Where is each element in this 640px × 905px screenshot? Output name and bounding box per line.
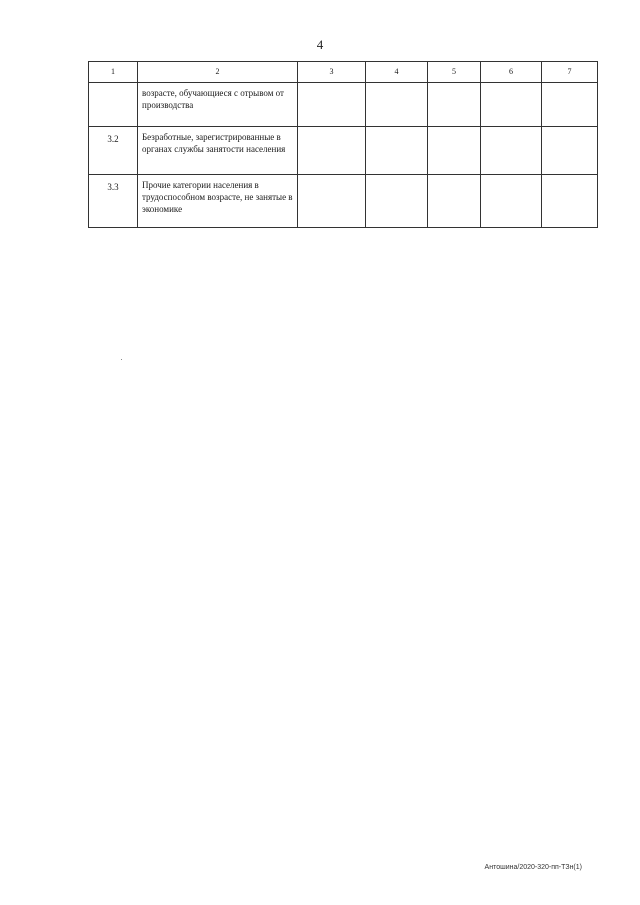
table-cell (366, 127, 428, 175)
column-header: 1 (89, 62, 138, 83)
table-cell (481, 127, 542, 175)
row-name: Безработные, зарегистрированные в органах службы занятости населения (138, 127, 298, 175)
table-header-row (89, 62, 598, 83)
column-header: 7 (542, 62, 598, 83)
page-number: 4 (316, 37, 324, 52)
table-row (89, 175, 598, 228)
table-row (89, 127, 598, 175)
row-name: Прочие категории населения в трудоспособном возрасте, не занятые в экономике (138, 175, 298, 228)
column-header: 6 (481, 62, 542, 83)
row-name: возрасте, обучающиеся с отрывом от производства (138, 83, 298, 127)
table-cell (428, 175, 481, 228)
table-cell (298, 83, 366, 127)
table-cell (366, 175, 428, 228)
scan-speck (121, 359, 122, 360)
table-cell (366, 83, 428, 127)
row-number: 3.3 (89, 175, 138, 228)
table-cell (298, 175, 366, 228)
document-footer-code: Антошина/2020-320-пп-ТЗн(1) (484, 864, 582, 871)
table-cell (428, 127, 481, 175)
column-header: 5 (428, 62, 481, 83)
data-table (88, 61, 598, 228)
table-row (89, 83, 598, 127)
row-number (89, 83, 138, 127)
table-cell (542, 127, 598, 175)
table-cell (481, 83, 542, 127)
table-cell (481, 175, 542, 228)
column-header: 2 (138, 62, 298, 83)
column-header: 4 (366, 62, 428, 83)
table-cell (298, 127, 366, 175)
table-cell (428, 83, 481, 127)
row-number: 3.2 (89, 127, 138, 175)
table-cell (542, 175, 598, 228)
column-header: 3 (298, 62, 366, 83)
table-cell (542, 83, 598, 127)
